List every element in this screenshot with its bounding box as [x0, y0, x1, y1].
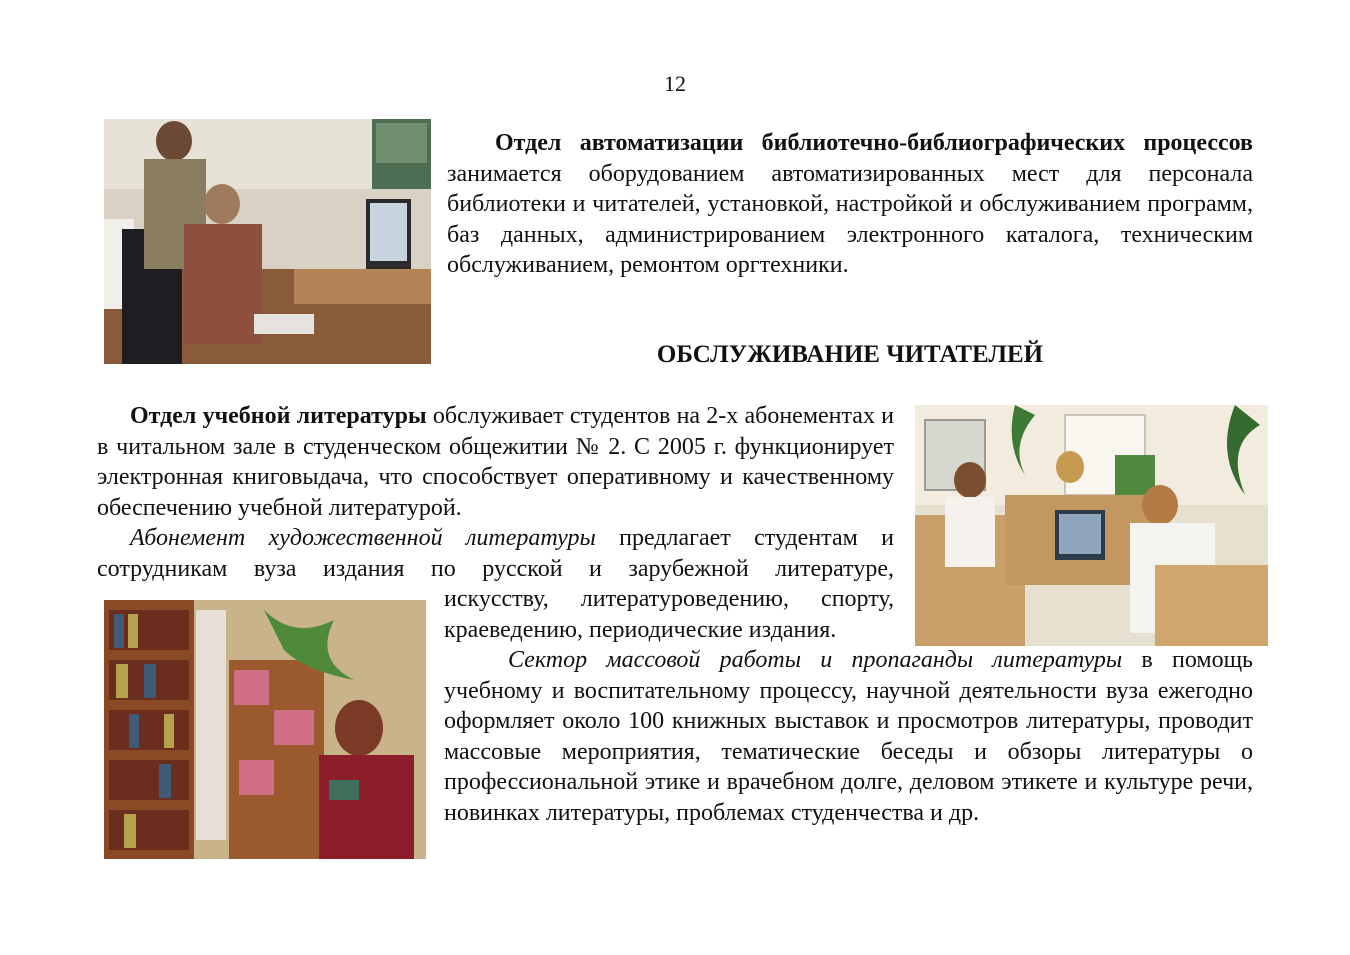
- fiction-subscription-title: Абонемент художественной литературы: [130, 525, 596, 551]
- educational-literature-text: обслуживает студентов на 2-х абонементах и в читальном зале в студенческом общежитии № 2. С 2005 г. функционирует электронная книговыдача, что способствует оперативному и качественному обеспечению учебной литературой.: [97, 403, 894, 521]
- mass-work-sector-title: Сектор массовой работы и пропаганды литературы: [508, 647, 1123, 673]
- paragraph-automation-department: [447, 128, 1253, 281]
- automation-department-title: Отдел автоматизации библиотечно-библиографических процессов: [495, 130, 1253, 156]
- educational-literature-title: Отдел учебной литературы: [130, 403, 427, 429]
- section-heading-reader-services: ОБСЛУЖИВАНИЕ ЧИТАТЕЛЕЙ: [656, 341, 1044, 368]
- photo-circulation-desk: [915, 405, 1268, 646]
- mass-work-sector-text: в помощь учебному и воспитательному процессу, научной деятельности вуза ежегодно оформляет около 100 книжных выставок и просмотров литературы, проводит массовые мероприятия, тематические беседы и обзоры литературы о профессиональной этике и врачебном долге, деловом этикете и культуре речи, новинках литературы, проблемах студенчества и др.: [444, 647, 1254, 826]
- paragraph-fiction-subscription: [97, 523, 894, 584]
- fiction-subscription-text-2: искусству, литературоведению, спорту, краеведению, периодические издания.: [444, 586, 894, 643]
- paragraph-fiction-subscription-continued: [444, 584, 894, 645]
- photo-automation-department: [104, 119, 431, 364]
- paragraph-educational-literature: [97, 401, 894, 523]
- automation-department-text: занимается оборудованием автоматизированных мест для персонала библиотеки и читателей, установкой, настройкой и обслуживанием программ, баз данных, администрированием электронного каталога, техническим обслуживанием, ремонтом оргтехники.: [447, 160, 1253, 278]
- paragraph-mass-work-sector: [444, 645, 1253, 828]
- fiction-subscription-text-1: предлагает студентам и сотрудникам вуза издания по русской и зарубежной литературе,: [97, 525, 894, 582]
- photo-fiction-library: [104, 600, 426, 859]
- page-number: 12: [664, 71, 686, 96]
